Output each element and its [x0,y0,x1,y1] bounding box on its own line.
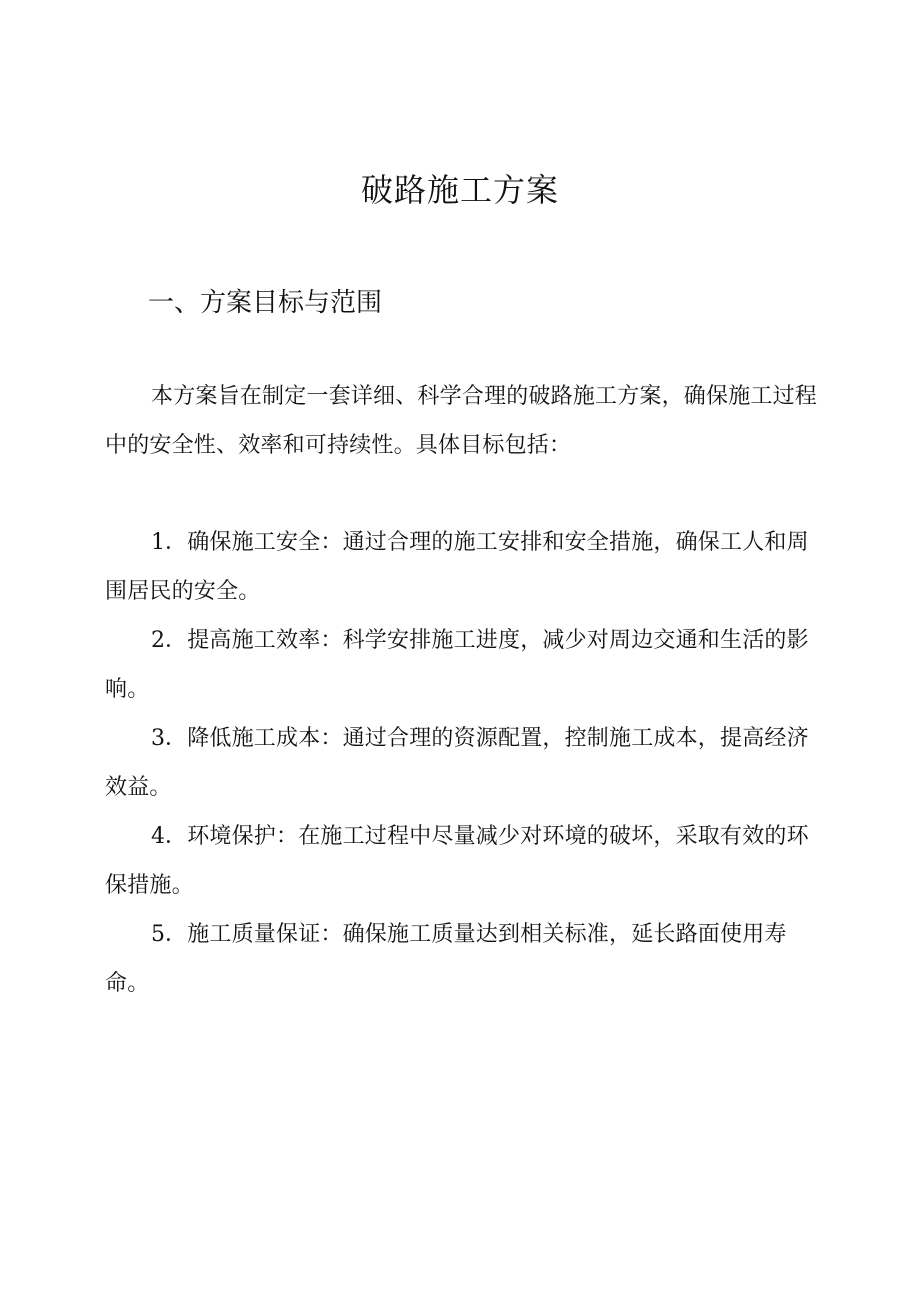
item-number: 3 [151,726,165,751]
item-text: ．环境保护：在施工过程中尽量减少对环境的破坏，采取有效的环保措施。 [105,824,809,898]
goal-list [0,518,920,1008]
item-number: 2 [151,628,165,653]
list-item [105,616,825,714]
document-title: 破路施工方案 [360,171,559,209]
section-heading: 一、方案目标与范围 [148,288,383,318]
list-item [105,714,825,812]
item-number: 5 [151,922,165,947]
list-item [105,518,825,616]
item-text: ．降低施工成本：通过合理的资源配置，控制施工成本，提高经济效益。 [105,726,809,800]
item-number: 1 [151,530,165,555]
item-text: ．提高施工效率：科学安排施工进度，减少对周边交通和生活的影响。 [105,628,809,702]
item-number: 4 [151,824,165,849]
item-text: ．确保施工安全：通过合理的施工安排和安全措施，确保工人和周围居民的安全。 [105,530,809,604]
list-item [105,812,825,910]
list-item [105,910,825,1008]
item-text: ．施工质量保证：确保施工质量达到相关标准，延长路面使用寿命。 [105,922,787,996]
intro-paragraph: 本方案旨在制定一套详细、科学合理的破路施工方案，确保施工过程中的安全性、效率和可持续性。具体目标包括： [105,384,818,458]
